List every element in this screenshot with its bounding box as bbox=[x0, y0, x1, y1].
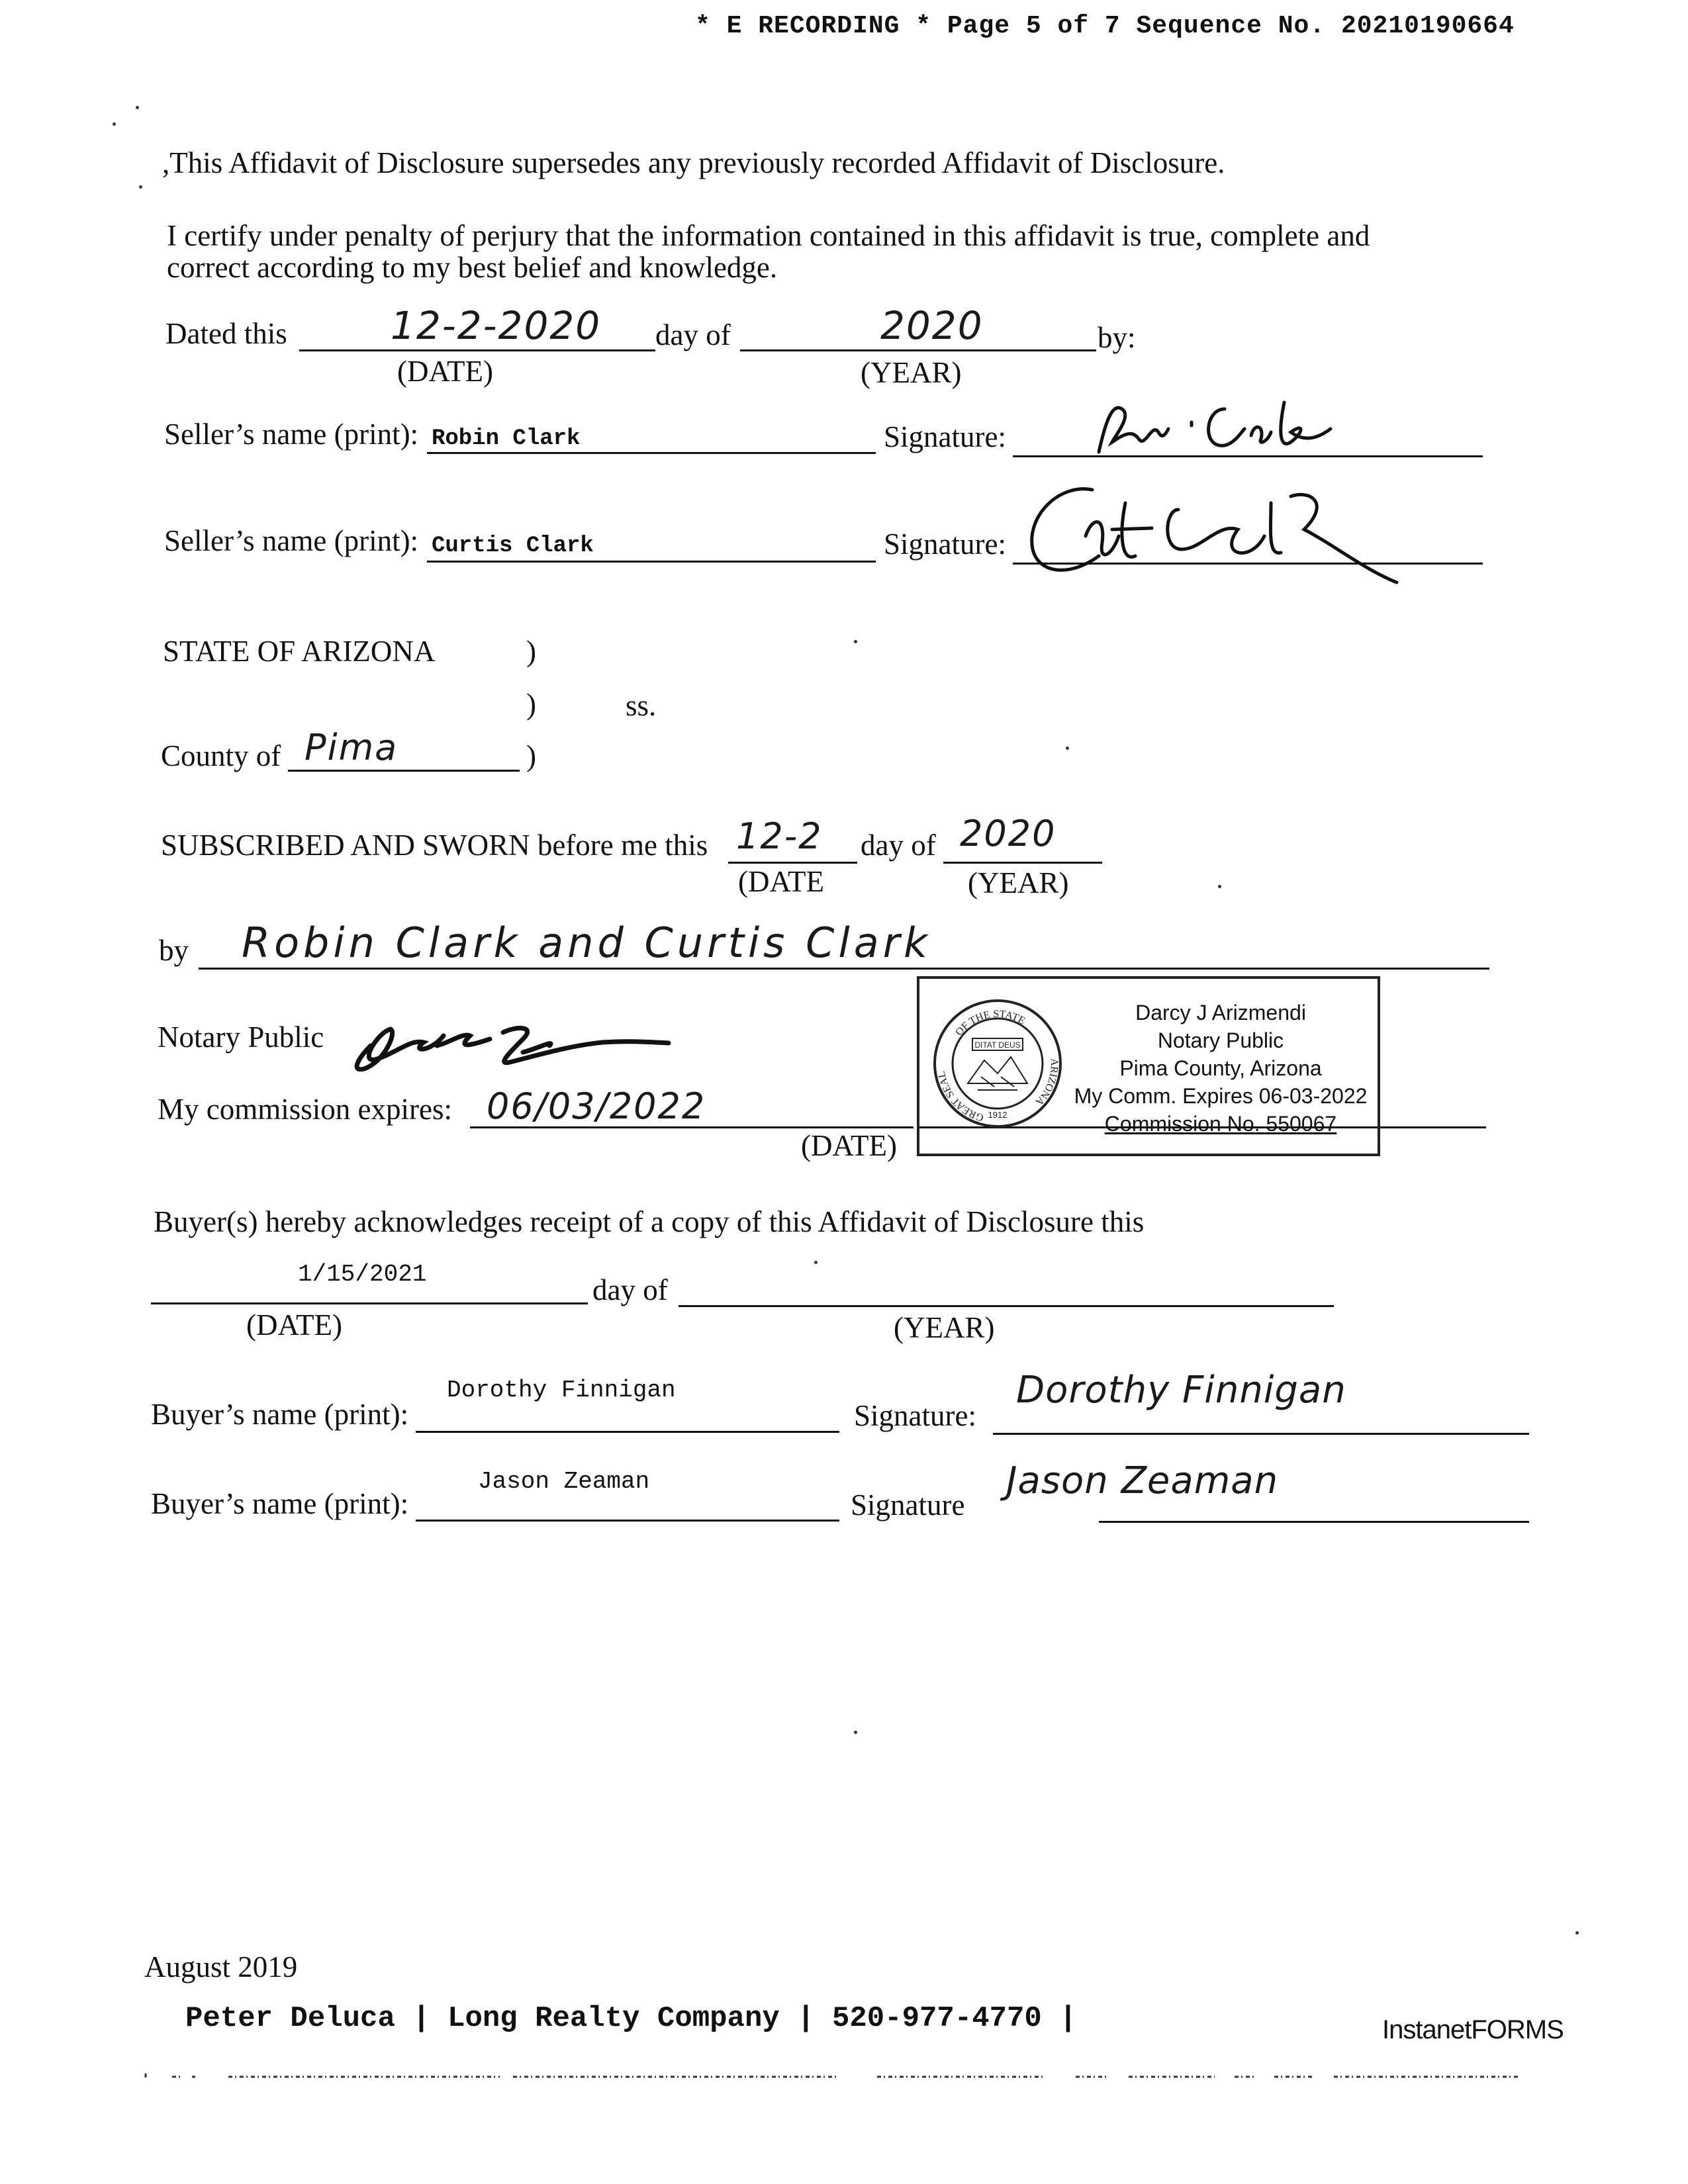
buyer-year-caption: (YEAR) bbox=[894, 1311, 995, 1344]
seller-1-label: Seller’s name (print): bbox=[164, 418, 419, 451]
seller-2-name: Curtis Clark bbox=[432, 533, 594, 559]
seal-left-text: GREAT SEAL bbox=[935, 1070, 986, 1124]
buyer-1-signature-label: Signature: bbox=[854, 1399, 976, 1432]
dated-date-value: 12-2-2020 bbox=[391, 303, 602, 348]
paren-1: ) bbox=[526, 635, 536, 668]
by-notary-label: by bbox=[159, 934, 189, 967]
scan-speck bbox=[139, 185, 142, 189]
sworn-year-caption: (YEAR) bbox=[968, 866, 1069, 899]
seller-1-signature-label: Signature: bbox=[884, 420, 1006, 453]
date-caption: (DATE) bbox=[397, 355, 493, 388]
paren-3: ) bbox=[526, 739, 536, 772]
notary-stamp bbox=[917, 976, 1380, 1156]
by-value: Robin Clark and Curtis Clark bbox=[242, 919, 932, 967]
buyer-ack: Buyer(s) hereby acknowledges receipt of a copy of this Affidavit of Disclosure this bbox=[154, 1205, 1145, 1238]
scan-noise-graphic bbox=[142, 2070, 1539, 2083]
seller-2-signature-scribble bbox=[1019, 477, 1417, 589]
seal-top-text: OF THE STATE bbox=[953, 1008, 1027, 1038]
sworn-label: SUBSCRIBED AND SWORN before me this bbox=[161, 829, 708, 862]
ss-label: ss. bbox=[626, 689, 657, 722]
sworn-day-of: day of bbox=[861, 829, 936, 862]
stamp-notary-title: Notary Public bbox=[1157, 1028, 1284, 1052]
buyer-1-signature: Dorothy Finnigan bbox=[1016, 1369, 1346, 1412]
scan-speck bbox=[854, 640, 857, 643]
notary-public-label: Notary Public bbox=[158, 1021, 324, 1054]
seller-1-signature-scribble bbox=[1092, 396, 1344, 462]
stamp-text bbox=[1062, 999, 1380, 1138]
instanet-logo: InstanetFORMS bbox=[1382, 2015, 1564, 2044]
seller-2-label: Seller’s name (print): bbox=[164, 524, 419, 557]
stamp-county: Pima County, Arizona bbox=[1119, 1056, 1322, 1080]
buyer-date-line bbox=[151, 1302, 588, 1304]
sworn-date-caption: (DATE bbox=[738, 865, 824, 898]
seller-2-signature-label: Signature: bbox=[884, 527, 1006, 561]
paren-2: ) bbox=[526, 688, 536, 721]
buyer-1-label: Buyer’s name (print): bbox=[151, 1398, 409, 1431]
day-of-label: day of bbox=[655, 318, 731, 351]
seller-1-name: Robin Clark bbox=[432, 426, 581, 451]
sworn-date-value: 12-2 bbox=[736, 815, 823, 857]
buyer-2-name: Jason Zeaman bbox=[478, 1468, 650, 1495]
seller-1-signature bbox=[1092, 396, 1344, 475]
scan-speck bbox=[136, 106, 139, 109]
expires-date-caption: (DATE) bbox=[801, 1129, 897, 1162]
certify-line-2: correct according to my best belief and knowledge. bbox=[167, 251, 778, 284]
sworn-date-line bbox=[728, 862, 857, 864]
buyer-day-of: day of bbox=[592, 1273, 668, 1306]
stamp-commission: Commission No. 550067 bbox=[1104, 1112, 1337, 1136]
buyer-date-value: 1/15/2021 bbox=[298, 1261, 427, 1288]
dated-year-value: 2020 bbox=[880, 303, 984, 348]
county-line bbox=[288, 770, 520, 772]
expires-value: 06/03/2022 bbox=[487, 1085, 706, 1127]
state-seal bbox=[931, 997, 1064, 1130]
scan-speck bbox=[814, 1261, 818, 1264]
certify-line-1: I certify under penalty of perjury that the information contained in this affidavit is true, complete and bbox=[167, 219, 1370, 252]
scan-noise-strip bbox=[142, 2070, 1539, 2087]
buyer-2-signature-label: Signature bbox=[851, 1488, 965, 1522]
buyer-2-signature: Jason Zeaman bbox=[1006, 1459, 1279, 1502]
svg-text:ARIZONA bbox=[1033, 1058, 1060, 1108]
dated-label: Dated this bbox=[165, 317, 287, 350]
notary-signature-scribble bbox=[338, 1006, 682, 1085]
state-seal-graphic bbox=[931, 997, 1064, 1130]
scan-speck bbox=[113, 122, 116, 126]
date-line bbox=[299, 349, 655, 351]
supersedes-statement: ,This Affidavit of Disclosure supersedes any previously recorded Affidavit of Disclosure. bbox=[162, 146, 1225, 179]
stamp-notary-name: Darcy J Arizmendi bbox=[1135, 1001, 1306, 1024]
seller-2-signature bbox=[1019, 477, 1417, 592]
buyer-date-caption: (DATE) bbox=[246, 1308, 342, 1342]
svg-text:OF THE STATE bbox=[953, 1009, 1027, 1038]
sworn-year-line bbox=[943, 862, 1102, 864]
stamp-expires: My Comm. Expires 06-03-2022 bbox=[1074, 1084, 1368, 1108]
scan-speck bbox=[1066, 747, 1069, 750]
seller-1-name-line bbox=[427, 452, 876, 454]
buyer-2-label: Buyer’s name (print): bbox=[151, 1487, 409, 1520]
buyer-year-line bbox=[679, 1305, 1334, 1307]
sworn-year-value: 2020 bbox=[960, 813, 1056, 854]
by-line bbox=[199, 968, 1489, 970]
expires-label: My commission expires: bbox=[158, 1093, 452, 1126]
county-value: Pima bbox=[305, 727, 399, 768]
seal-motto: DITAT DEUS bbox=[974, 1040, 1021, 1050]
buyer-2-name-line bbox=[416, 1520, 839, 1522]
notary-signature bbox=[338, 1006, 682, 1089]
scan-speck bbox=[1218, 885, 1221, 888]
scan-speck bbox=[854, 1731, 857, 1734]
seal-right-text: ARIZONA bbox=[1033, 1058, 1060, 1108]
county-label: County of bbox=[161, 739, 281, 772]
buyer-2-signature-line bbox=[1099, 1521, 1529, 1523]
state-label: STATE OF ARIZONA bbox=[163, 635, 436, 668]
year-line bbox=[740, 349, 1096, 351]
year-caption: (YEAR) bbox=[861, 356, 962, 389]
recording-header: * E RECORDING * Page 5 of 7 Sequence No. 20210190664 bbox=[695, 12, 1515, 40]
seller-2-name-line bbox=[427, 561, 876, 563]
buyer-1-name-line bbox=[416, 1431, 839, 1433]
scan-speck bbox=[1575, 1931, 1579, 1934]
seal-year: 1912 bbox=[988, 1110, 1008, 1120]
agent-line: Peter Deluca | Long Realty Company | 520-977-4770 | bbox=[185, 2002, 1077, 2035]
form-date: August 2019 bbox=[144, 1950, 298, 1983]
buyer-1-signature-line bbox=[993, 1433, 1529, 1435]
buyer-1-name: Dorothy Finnigan bbox=[447, 1377, 676, 1404]
by-label: by: bbox=[1098, 321, 1136, 354]
